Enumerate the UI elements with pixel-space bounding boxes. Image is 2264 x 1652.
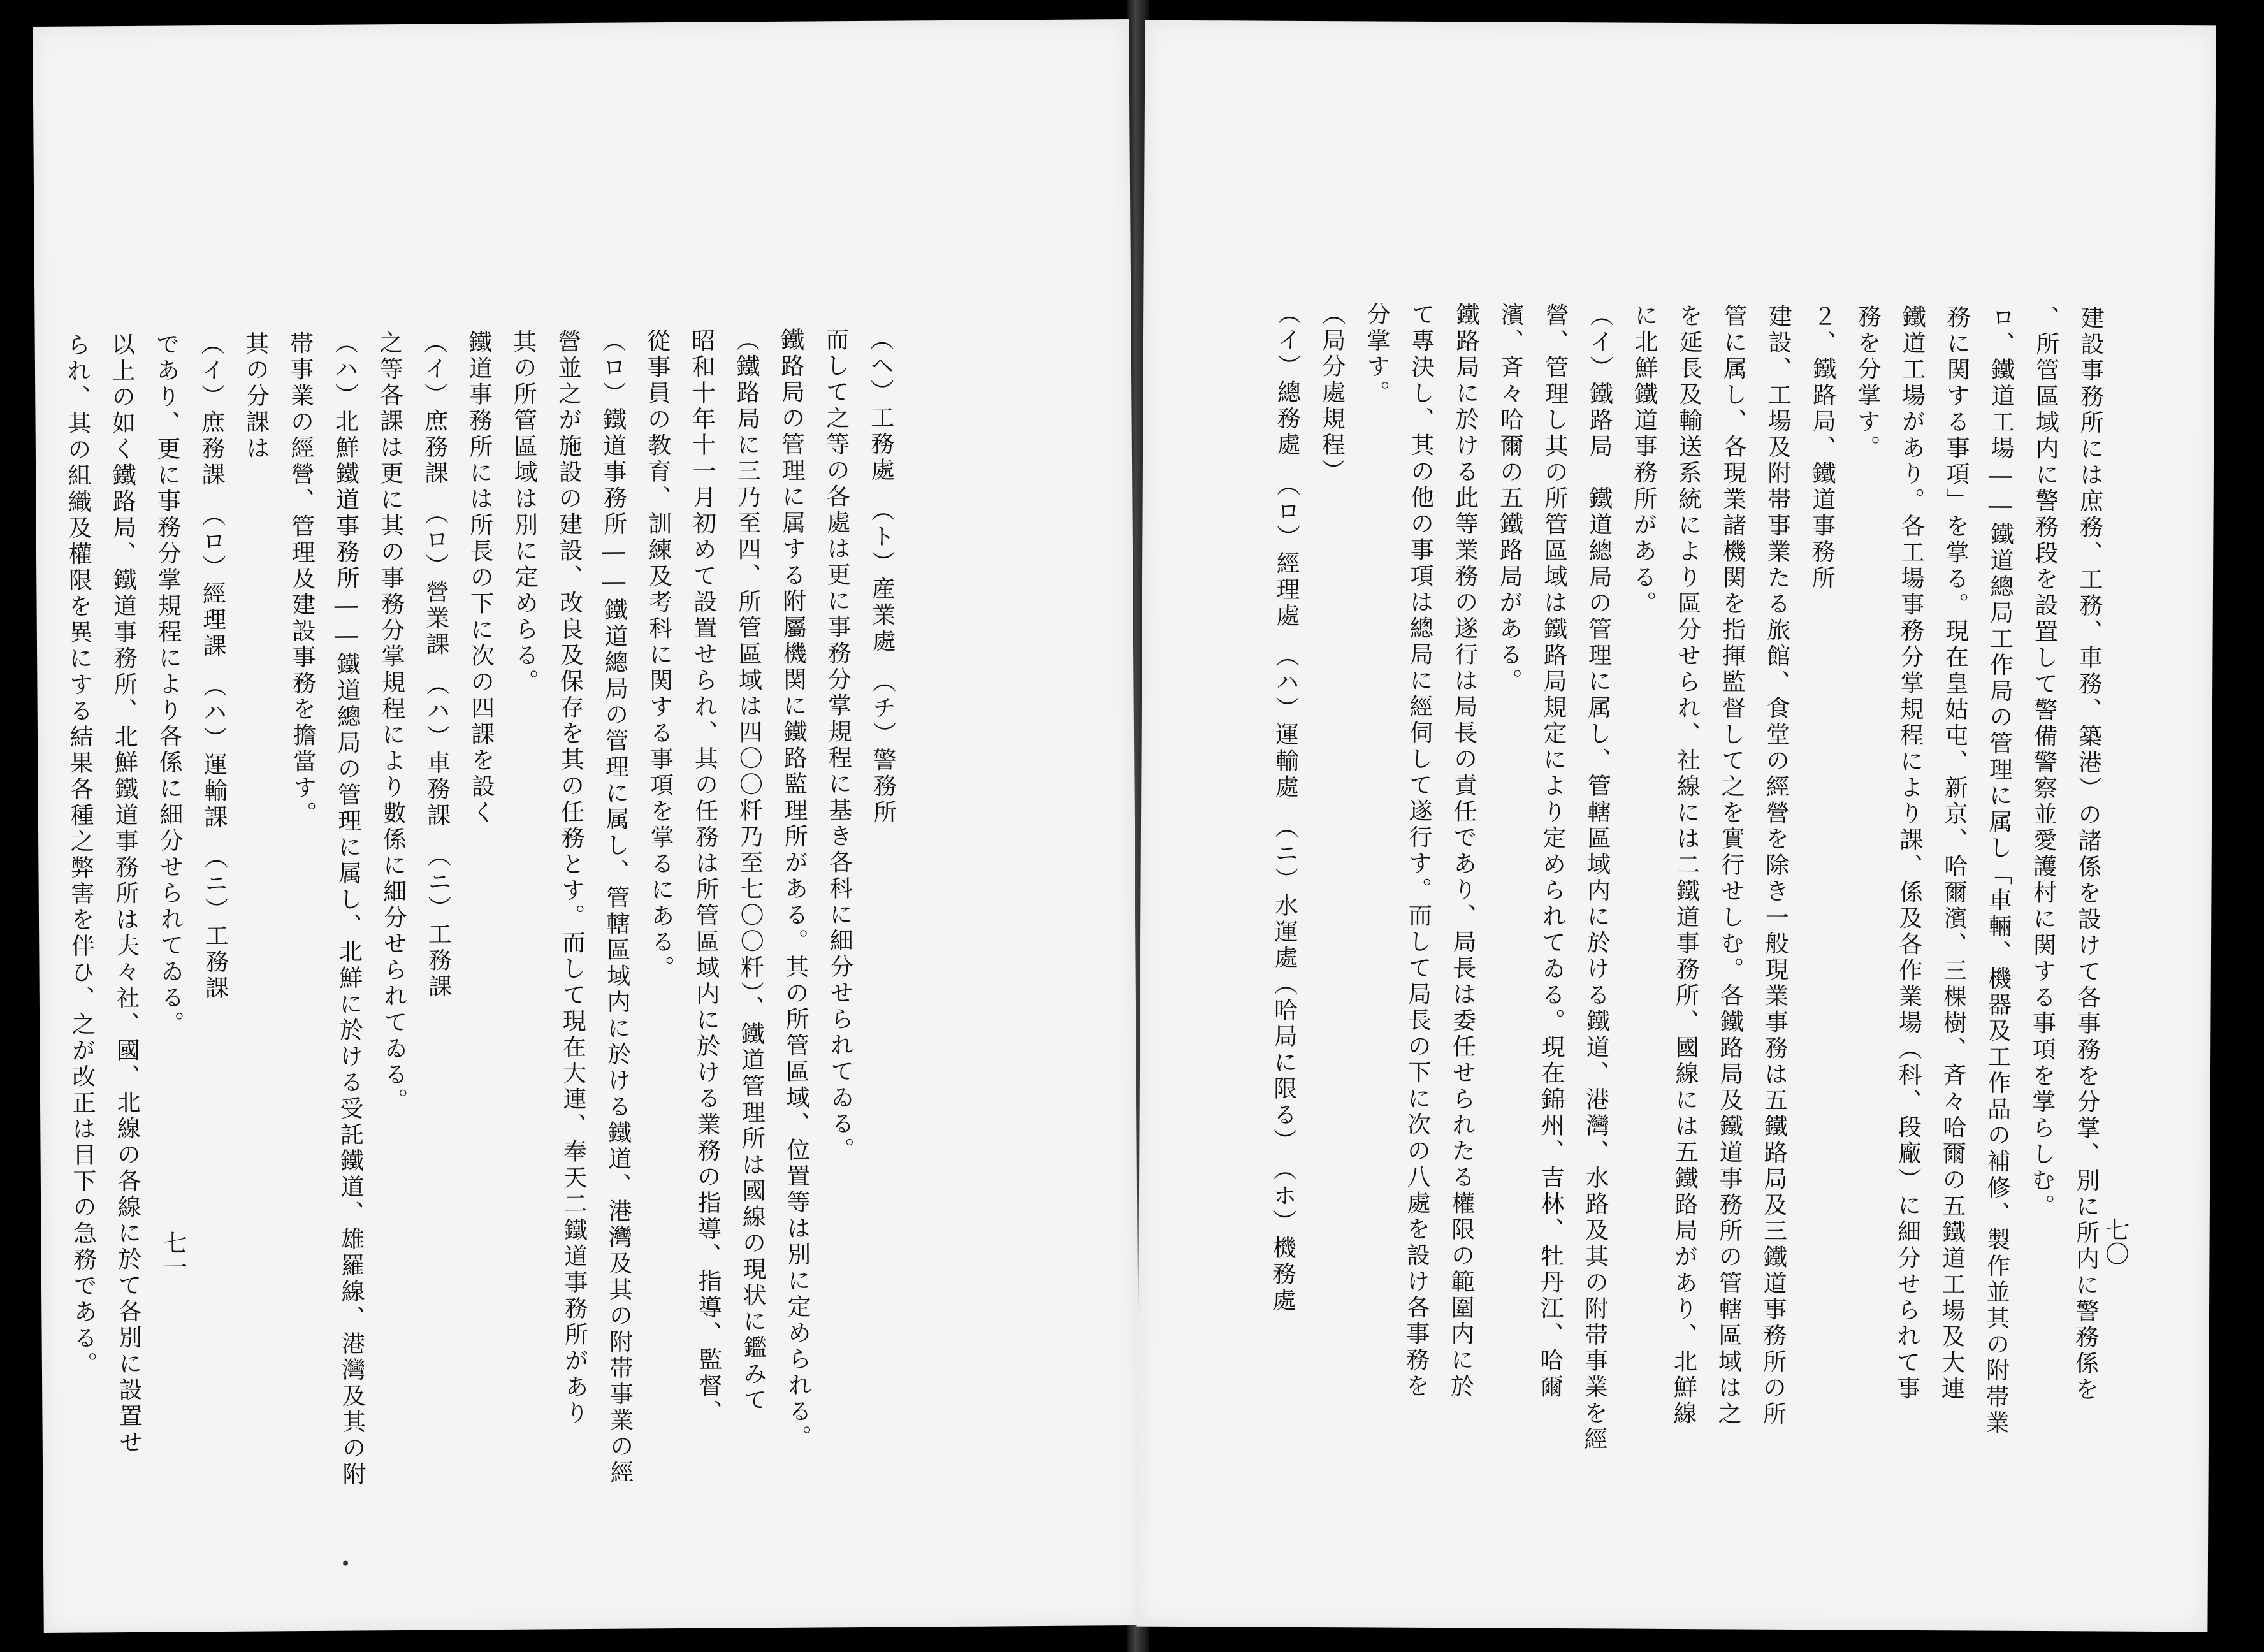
- ink-speck: [343, 1561, 348, 1566]
- text-line: 務に関する事項」を掌る。現在皇姑屯、新京、哈爾濱、三棵樹、斉々哈爾の五鐵道工場及大連: [1937, 305, 1971, 1403]
- text-line: 昭和十年十一月初めて設置せられ、其の任務は所管區域内に於ける業務の指導、指導、監督、: [687, 328, 723, 1426]
- text-line: （鐵路局に三乃至四、所管區域は四〇〇粁乃至七〇〇粁）、鐵道管理所は國線の現状に鑑みて: [732, 328, 767, 1414]
- left-page: [33, 19, 1140, 1633]
- text-line: 其の分課は: [241, 331, 270, 462]
- text-line: （イ）庶務課 （ロ）經理課 （ハ）運輸課 （ニ）工務課: [196, 331, 229, 1002]
- text-line: 鐵路局の管理に属する附屬機関に鐵路監理所がある。其の所管區域、位置等は別に定められる。: [776, 327, 812, 1451]
- left-page-text: [54, 327, 910, 1531]
- left-page-number: 七一: [159, 1230, 187, 1279]
- text-line: られ、其の組織及權限を異にする結果各種之弊害を伴ひ、之が改正は目下の急務である。: [62, 332, 98, 1378]
- text-line: 分掌す。: [1362, 301, 1391, 407]
- text-line: 建設事務所には庶務、工務、車務、築港）の諸係を設けて各事務を分掌、別に所内に警務係を: [2071, 305, 2105, 1403]
- text-line: （ヘ）工務處 （ト）産業處 （チ）警務所: [866, 326, 897, 826]
- text-line: 從事員の教育、訓練及考科に関する事項を掌るにある。: [642, 328, 675, 982]
- text-line: （イ）總務處 （ロ）經理處 （ハ）運輸處 （ニ）水運處（哈局に限る） （ホ）機務處: [1268, 301, 1302, 1314]
- text-line: 濱、斉々哈爾の五鐵路局がある。: [1495, 302, 1525, 695]
- text-line: 、所管區域内に警務段を設置して警備警察並愛護村に関する事項を掌らしむ。: [2027, 305, 2060, 1221]
- text-line: ２、鐵路局、鐵道事務所: [1807, 304, 1837, 592]
- text-line: に北鮮鐵道事務所がある。: [1629, 303, 1658, 617]
- text-line: 鐵路局に於ける此等業務の遂行は局長の責任であり、局長は委任せられたる權限の範圍内に於: [1446, 302, 1480, 1400]
- right-page-number: 七〇: [2101, 1217, 2130, 1266]
- text-line: を延長及輸送系統により區分せられ、社線には二鐵道事務所、國線には五鐵路局があり、北鮮線: [1669, 303, 1703, 1428]
- text-line: 其の所管區域は別に定めらる。: [509, 329, 539, 695]
- text-line: ロ、鐵道工場――鐵道總局工作局の管理に属し「車輛、機器及工作品の補修、製作並其の附帯業: [1981, 305, 2015, 1437]
- right-page-text: [1258, 301, 2112, 1568]
- text-line: 管に属し、各現業諸機関を指揮監督して之を實行せしむ。各鐵路局及鐵道事務所の管轄區域は之: [1714, 303, 1748, 1428]
- text-line: （局分處規程）: [1317, 301, 1346, 485]
- text-line: （イ）庶務課 （ロ）營業課 （ハ）車務課 （ニ）工務課: [419, 330, 452, 1001]
- text-line: 之等各課は更に其の事務分掌規程により數係に細分せられてゐる。: [375, 330, 409, 1115]
- text-line: 建設、工場及附帯事業たる旅館、食堂の經營を除き一般現業事務は五鐵路局及三鐵道事務所の所: [1759, 303, 1792, 1428]
- text-line: （ロ）鐵道事務所――鐵道總局の管理に属し、管轄區域内に於ける鐵道、港灣及其の附帯事業の經: [598, 328, 634, 1486]
- text-line: 鐵道事務所には所長の下に次の四課を設く: [464, 330, 495, 827]
- text-line: 而して之等の各處は更に事務分掌規程に基き各科に細分せられてゐる。: [821, 327, 855, 1164]
- text-line: 營、管理し其の所管區域は鐵路局規定により定められてゐる。現在錦州、吉林、牡丹江、哈爾: [1535, 302, 1569, 1401]
- text-line: （イ）鐵路局 鐵道總局の管理に属し、管轄區域内に於ける鐵道、港灣、水路及其の附帯事業を經: [1579, 303, 1614, 1453]
- text-line: 務を分掌す。: [1853, 304, 1882, 461]
- text-line: 以上の如く鐵路局、鐵道事務所、北鮮鐵道事務所は夫々社、國、北線の各線に於て各別に設置せ: [107, 331, 143, 1456]
- text-line: であり、更に事務分掌規程により各係に細分せられてゐる。: [152, 331, 185, 1038]
- text-line: （ハ）北鮮鐵道事務所――鐵道總局の管理に属し、北鮮に於ける受託鐵道、雄羅線、港灣及其の附: [330, 330, 366, 1488]
- text-line: 營並之が施設の建設、改良及保存を其の任務とす。而して現在大連、奉天二鐵道事務所があり: [553, 329, 589, 1427]
- right-page: [1136, 20, 2216, 1632]
- text-line: 帯事業の經營、管理及建設事務を擔當す。: [286, 330, 317, 828]
- text-line: て專決し、其の他の事項は總局に經伺して遂行す。而して局長の下に次の八處を設け各事務を: [1402, 301, 1435, 1400]
- text-line: 鐵道工場があり。各工場事務分掌規程により課、係及各作業場（科、段廠）に細分せられて事: [1892, 304, 1926, 1403]
